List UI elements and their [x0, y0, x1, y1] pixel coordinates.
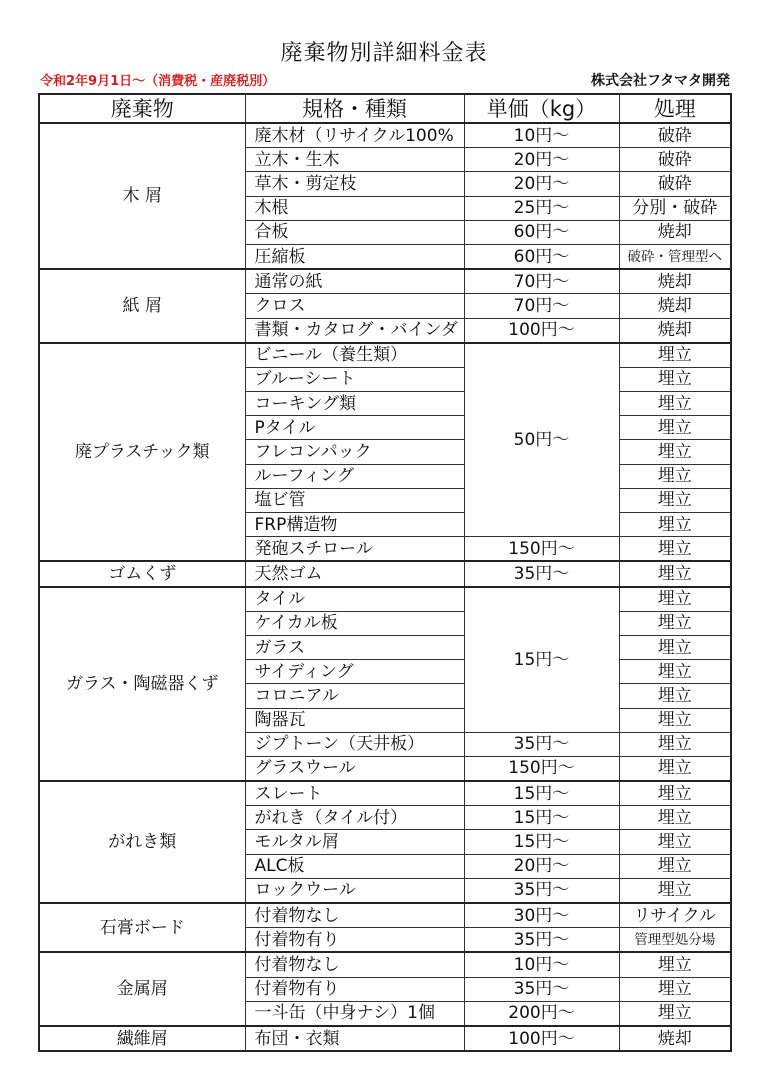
process-cell: 埋立	[619, 977, 731, 1001]
spec-cell: 天然ゴム	[245, 561, 464, 586]
company-name: 株式会社フタマタ開発	[590, 73, 730, 89]
shared-price-cell: 15円～	[464, 587, 619, 733]
process-cell: 埋立	[619, 561, 731, 586]
price-cell: 200円～	[464, 1001, 619, 1026]
page-title: 廃棄物別詳細料金表	[280, 41, 488, 66]
process-cell: 埋立	[619, 708, 731, 732]
process-cell: 埋立	[619, 367, 731, 391]
price-cell: 35円～	[464, 977, 619, 1001]
category-cell: 石膏ボード	[39, 903, 245, 952]
process-cell: 管理型処分場	[619, 928, 731, 953]
process-cell: 焼却	[619, 269, 731, 294]
spec-cell: 布団・衣類	[245, 1026, 464, 1051]
header-row	[39, 94, 731, 123]
process-cell: 破砕・管理型へ	[619, 244, 731, 269]
process-cell: 埋立	[619, 392, 731, 416]
category-cell: ゴムくず	[39, 561, 245, 586]
price-cell: 150円～	[464, 537, 619, 562]
process-cell: 埋立	[619, 660, 731, 684]
price-cell: 15円～	[464, 806, 619, 830]
process-cell: 埋立	[619, 756, 731, 781]
spec-cell: 圧縮板	[245, 244, 464, 269]
process-cell: リサイクル	[619, 903, 731, 928]
process-cell: 埋立	[619, 878, 731, 903]
header-category: 廃棄物	[39, 94, 245, 123]
price-cell: 20円～	[464, 172, 619, 196]
process-cell: 埋立	[619, 830, 731, 854]
header-price: 単価（kg）	[464, 94, 619, 123]
effective-date-note: 令和2年9月1日～（消費税・産廃税別）	[40, 74, 276, 89]
category-cell: 繊維屑	[39, 1026, 245, 1051]
spec-cell: Pタイル	[245, 416, 464, 440]
process-cell: 埋立	[619, 781, 731, 806]
price-cell: 35円～	[464, 561, 619, 586]
price-cell: 30円～	[464, 903, 619, 928]
process-cell: 焼却	[619, 294, 731, 318]
process-cell: 焼却	[619, 1026, 731, 1051]
price-cell: 100円～	[464, 1026, 619, 1051]
spec-cell: 通常の紙	[245, 269, 464, 294]
process-cell: 埋立	[619, 611, 731, 635]
spec-cell: FRP構造物	[245, 513, 464, 537]
spec-cell: ブルーシート	[245, 367, 464, 391]
spec-cell: サイディング	[245, 660, 464, 684]
process-cell: 埋立	[619, 587, 731, 612]
table-row	[39, 903, 731, 928]
spec-cell: 付着物有り	[245, 928, 464, 953]
category-cell: がれき類	[39, 781, 245, 903]
process-cell: 埋立	[619, 537, 731, 562]
process-cell: 埋立	[619, 732, 731, 756]
category-cell: ガラス・陶磁器くず	[39, 587, 245, 782]
process-cell: 埋立	[619, 416, 731, 440]
category-cell: 木 屑	[39, 123, 245, 269]
table-row	[39, 781, 731, 806]
spec-cell: 草木・剪定枝	[245, 172, 464, 196]
table-row	[39, 1026, 731, 1051]
spec-cell: 合板	[245, 220, 464, 244]
spec-cell: 木根	[245, 196, 464, 220]
process-cell: 埋立	[619, 854, 731, 878]
price-cell: 20円～	[464, 148, 619, 172]
spec-cell: ジプトーン（天井板）	[245, 732, 464, 756]
table-row	[39, 561, 731, 586]
process-cell: 埋立	[619, 635, 731, 659]
process-cell: 埋立	[619, 440, 731, 464]
spec-cell: 立木・生木	[245, 148, 464, 172]
spec-cell: 付着物有り	[245, 977, 464, 1001]
process-cell: 埋立	[619, 684, 731, 708]
process-cell: 焼却	[619, 318, 731, 343]
spec-cell: 発砲スチロール	[245, 537, 464, 562]
price-cell: 70円～	[464, 294, 619, 318]
category-cell: 金属屑	[39, 952, 245, 1026]
process-cell: 破砕	[619, 148, 731, 172]
price-cell: 150円～	[464, 756, 619, 781]
table-row	[39, 343, 731, 368]
process-cell: 埋立	[619, 464, 731, 488]
spec-cell: ガラス	[245, 635, 464, 659]
price-cell: 10円～	[464, 123, 619, 148]
spec-cell: がれき（タイル付）	[245, 806, 464, 830]
price-table	[38, 93, 732, 1052]
process-cell: 破砕	[619, 172, 731, 196]
spec-cell: 書類・カタログ・バインダ	[245, 318, 464, 343]
price-cell: 15円～	[464, 830, 619, 854]
table-row	[39, 587, 731, 612]
spec-cell: モルタル屑	[245, 830, 464, 854]
table-row	[39, 123, 731, 148]
price-cell: 35円～	[464, 732, 619, 756]
spec-cell: タイル	[245, 587, 464, 612]
table-body	[39, 123, 731, 1051]
spec-cell: グラスウール	[245, 756, 464, 781]
spec-cell: コーキング類	[245, 392, 464, 416]
process-cell: 埋立	[619, 488, 731, 512]
price-cell: 20円～	[464, 854, 619, 878]
process-cell: 埋立	[619, 343, 731, 368]
price-cell: 35円～	[464, 878, 619, 903]
header-process: 処理	[619, 94, 731, 123]
spec-cell: ALC板	[245, 854, 464, 878]
spec-cell: 塩ビ管	[245, 488, 464, 512]
spec-cell: 廃木材（リサイクル100%	[245, 123, 464, 148]
spec-cell: ルーフィング	[245, 464, 464, 488]
spec-cell: 陶器瓦	[245, 708, 464, 732]
price-cell: 25円～	[464, 196, 619, 220]
category-cell: 紙 屑	[39, 269, 245, 343]
spec-cell: ケイカル板	[245, 611, 464, 635]
price-cell: 100円～	[464, 318, 619, 343]
price-cell: 15円～	[464, 781, 619, 806]
process-cell: 埋立	[619, 806, 731, 830]
process-cell: 埋立	[619, 1001, 731, 1026]
process-cell: 埋立	[619, 513, 731, 537]
spec-cell: コロニアル	[245, 684, 464, 708]
table-row	[39, 952, 731, 977]
process-cell: 焼却	[619, 220, 731, 244]
spec-cell: スレート	[245, 781, 464, 806]
spec-cell: ロックウール	[245, 878, 464, 903]
spec-cell: クロス	[245, 294, 464, 318]
spec-cell: 付着物なし	[245, 903, 464, 928]
price-cell: 35円～	[464, 928, 619, 953]
price-cell: 10円～	[464, 952, 619, 977]
header-spec: 規格・種類	[245, 94, 464, 123]
process-cell: 埋立	[619, 952, 731, 977]
spec-cell: 一斗缶（中身ナシ）1個	[245, 1001, 464, 1026]
category-cell: 廃プラスチック類	[39, 343, 245, 562]
spec-cell: ビニール（養生類）	[245, 343, 464, 368]
price-cell: 70円～	[464, 269, 619, 294]
spec-cell: フレコンパック	[245, 440, 464, 464]
table-row	[39, 269, 731, 294]
process-cell: 破砕	[619, 123, 731, 148]
price-cell: 60円～	[464, 220, 619, 244]
shared-price-cell: 50円～	[464, 343, 619, 537]
price-cell: 60円～	[464, 244, 619, 269]
spec-cell: 付着物なし	[245, 952, 464, 977]
process-cell: 分別・破砕	[619, 196, 731, 220]
